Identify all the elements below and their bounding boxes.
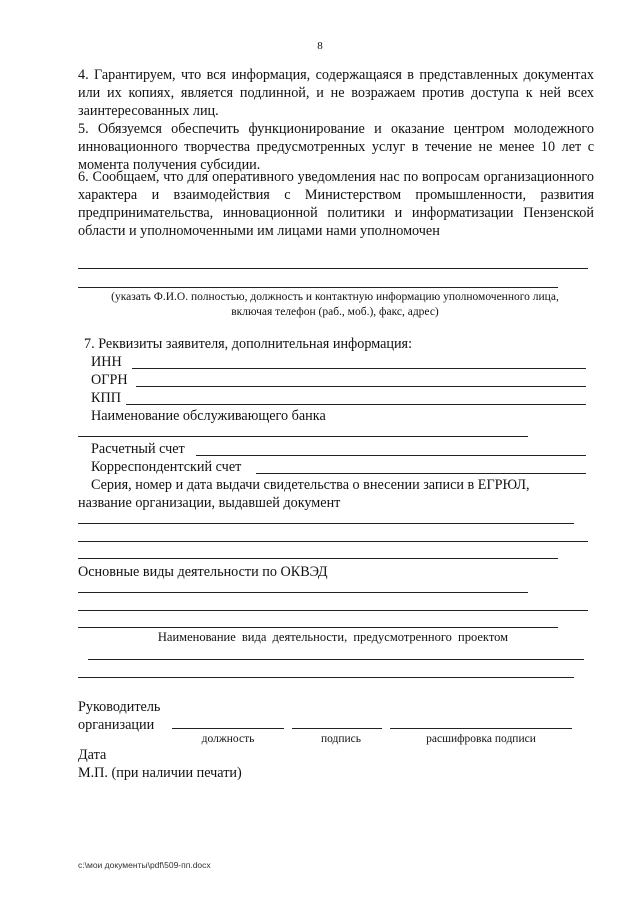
kpp-field[interactable] — [126, 404, 586, 405]
egrul-field-line-2[interactable] — [78, 541, 588, 542]
head-label-line-2: организации — [78, 717, 155, 733]
date-label: Дата — [78, 747, 107, 763]
bank-label: Наименование обслуживающего банка — [91, 408, 326, 424]
corr-account-label: Корреспондентский счет — [91, 459, 242, 475]
decoding-caption: расшифровка подписи — [426, 733, 536, 745]
paragraph-6: 6. Сообщаем, что для оперативного уведомления нас по вопросам организационного характера и взаимодействия с Министерством промышленности, развития предпринимательства, инновационной политики и информатизации Пензенской области и уполномоченными им лицами нами уполномочен — [78, 169, 594, 239]
ogrn-label: ОГРН — [91, 372, 128, 388]
footer-file-path: c:\мои документы\pdf\509-пп.docx — [78, 860, 211, 870]
section-7-title: 7. Реквизиты заявителя, дополнительная информация: — [84, 336, 413, 352]
egrul-label-line-1: Серия, номер и дата выдачи свидетельства о внесении записи в ЕГРЮЛ, — [91, 477, 530, 493]
activity-field-line-1[interactable] — [88, 659, 584, 660]
ogrn-field[interactable] — [136, 386, 586, 387]
authorized-person-line-1[interactable] — [78, 268, 588, 269]
okved-label: Основные виды деятельности по ОКВЭД — [78, 564, 328, 580]
authorized-person-line-2[interactable] — [78, 287, 558, 288]
okved-field-line-3[interactable] — [78, 627, 558, 628]
contact-hint-line-2: включая телефон (раб., моб.), факс, адрес) — [231, 306, 439, 318]
contact-hint-line-1: (указать Ф.И.О. полностью, должность и контактную информацию уполномоченного лица, — [111, 291, 559, 303]
corr-account-field[interactable] — [256, 473, 586, 474]
signature-caption: подпись — [320, 733, 362, 745]
paragraph-5: 5. Обязуемся обеспечить функционирование и оказание центром молодежного инновационного творчества предусмотренных услуг в течение не менее 10 лет с момента получения субсидии. — [78, 121, 594, 173]
inn-label: ИНН — [91, 354, 122, 370]
egrul-field-line-1[interactable] — [78, 523, 574, 524]
activity-field-line-2[interactable] — [78, 677, 574, 678]
bank-field[interactable] — [78, 436, 528, 437]
inn-field[interactable] — [132, 368, 586, 369]
page-number: 8 — [317, 40, 323, 52]
head-label-line-1: Руководитель — [78, 699, 161, 715]
okved-field-line-2[interactable] — [78, 610, 588, 611]
okved-field-line-1[interactable] — [78, 592, 528, 593]
kpp-label: КПП — [91, 390, 121, 406]
account-field[interactable] — [196, 455, 586, 456]
decoding-field[interactable] — [390, 728, 572, 729]
paragraph-4: 4. Гарантируем, что вся информация, содержащаяся в представленных документах или их копиях, является подлинной, и не возражаем против доступа к ней всех заинтересованных лиц. — [78, 67, 594, 119]
position-caption: должность — [201, 733, 255, 745]
egrul-field-line-3[interactable] — [78, 558, 558, 559]
stamp-label: М.П. (при наличии печати) — [78, 765, 242, 781]
signature-field[interactable] — [292, 728, 382, 729]
account-label: Расчетный счет — [91, 441, 185, 457]
position-field[interactable] — [172, 728, 284, 729]
activity-label: Наименование вида деятельности, предусмотренного проектом — [157, 630, 509, 644]
egrul-label-line-2: название организации, выдавшей документ — [78, 495, 341, 511]
